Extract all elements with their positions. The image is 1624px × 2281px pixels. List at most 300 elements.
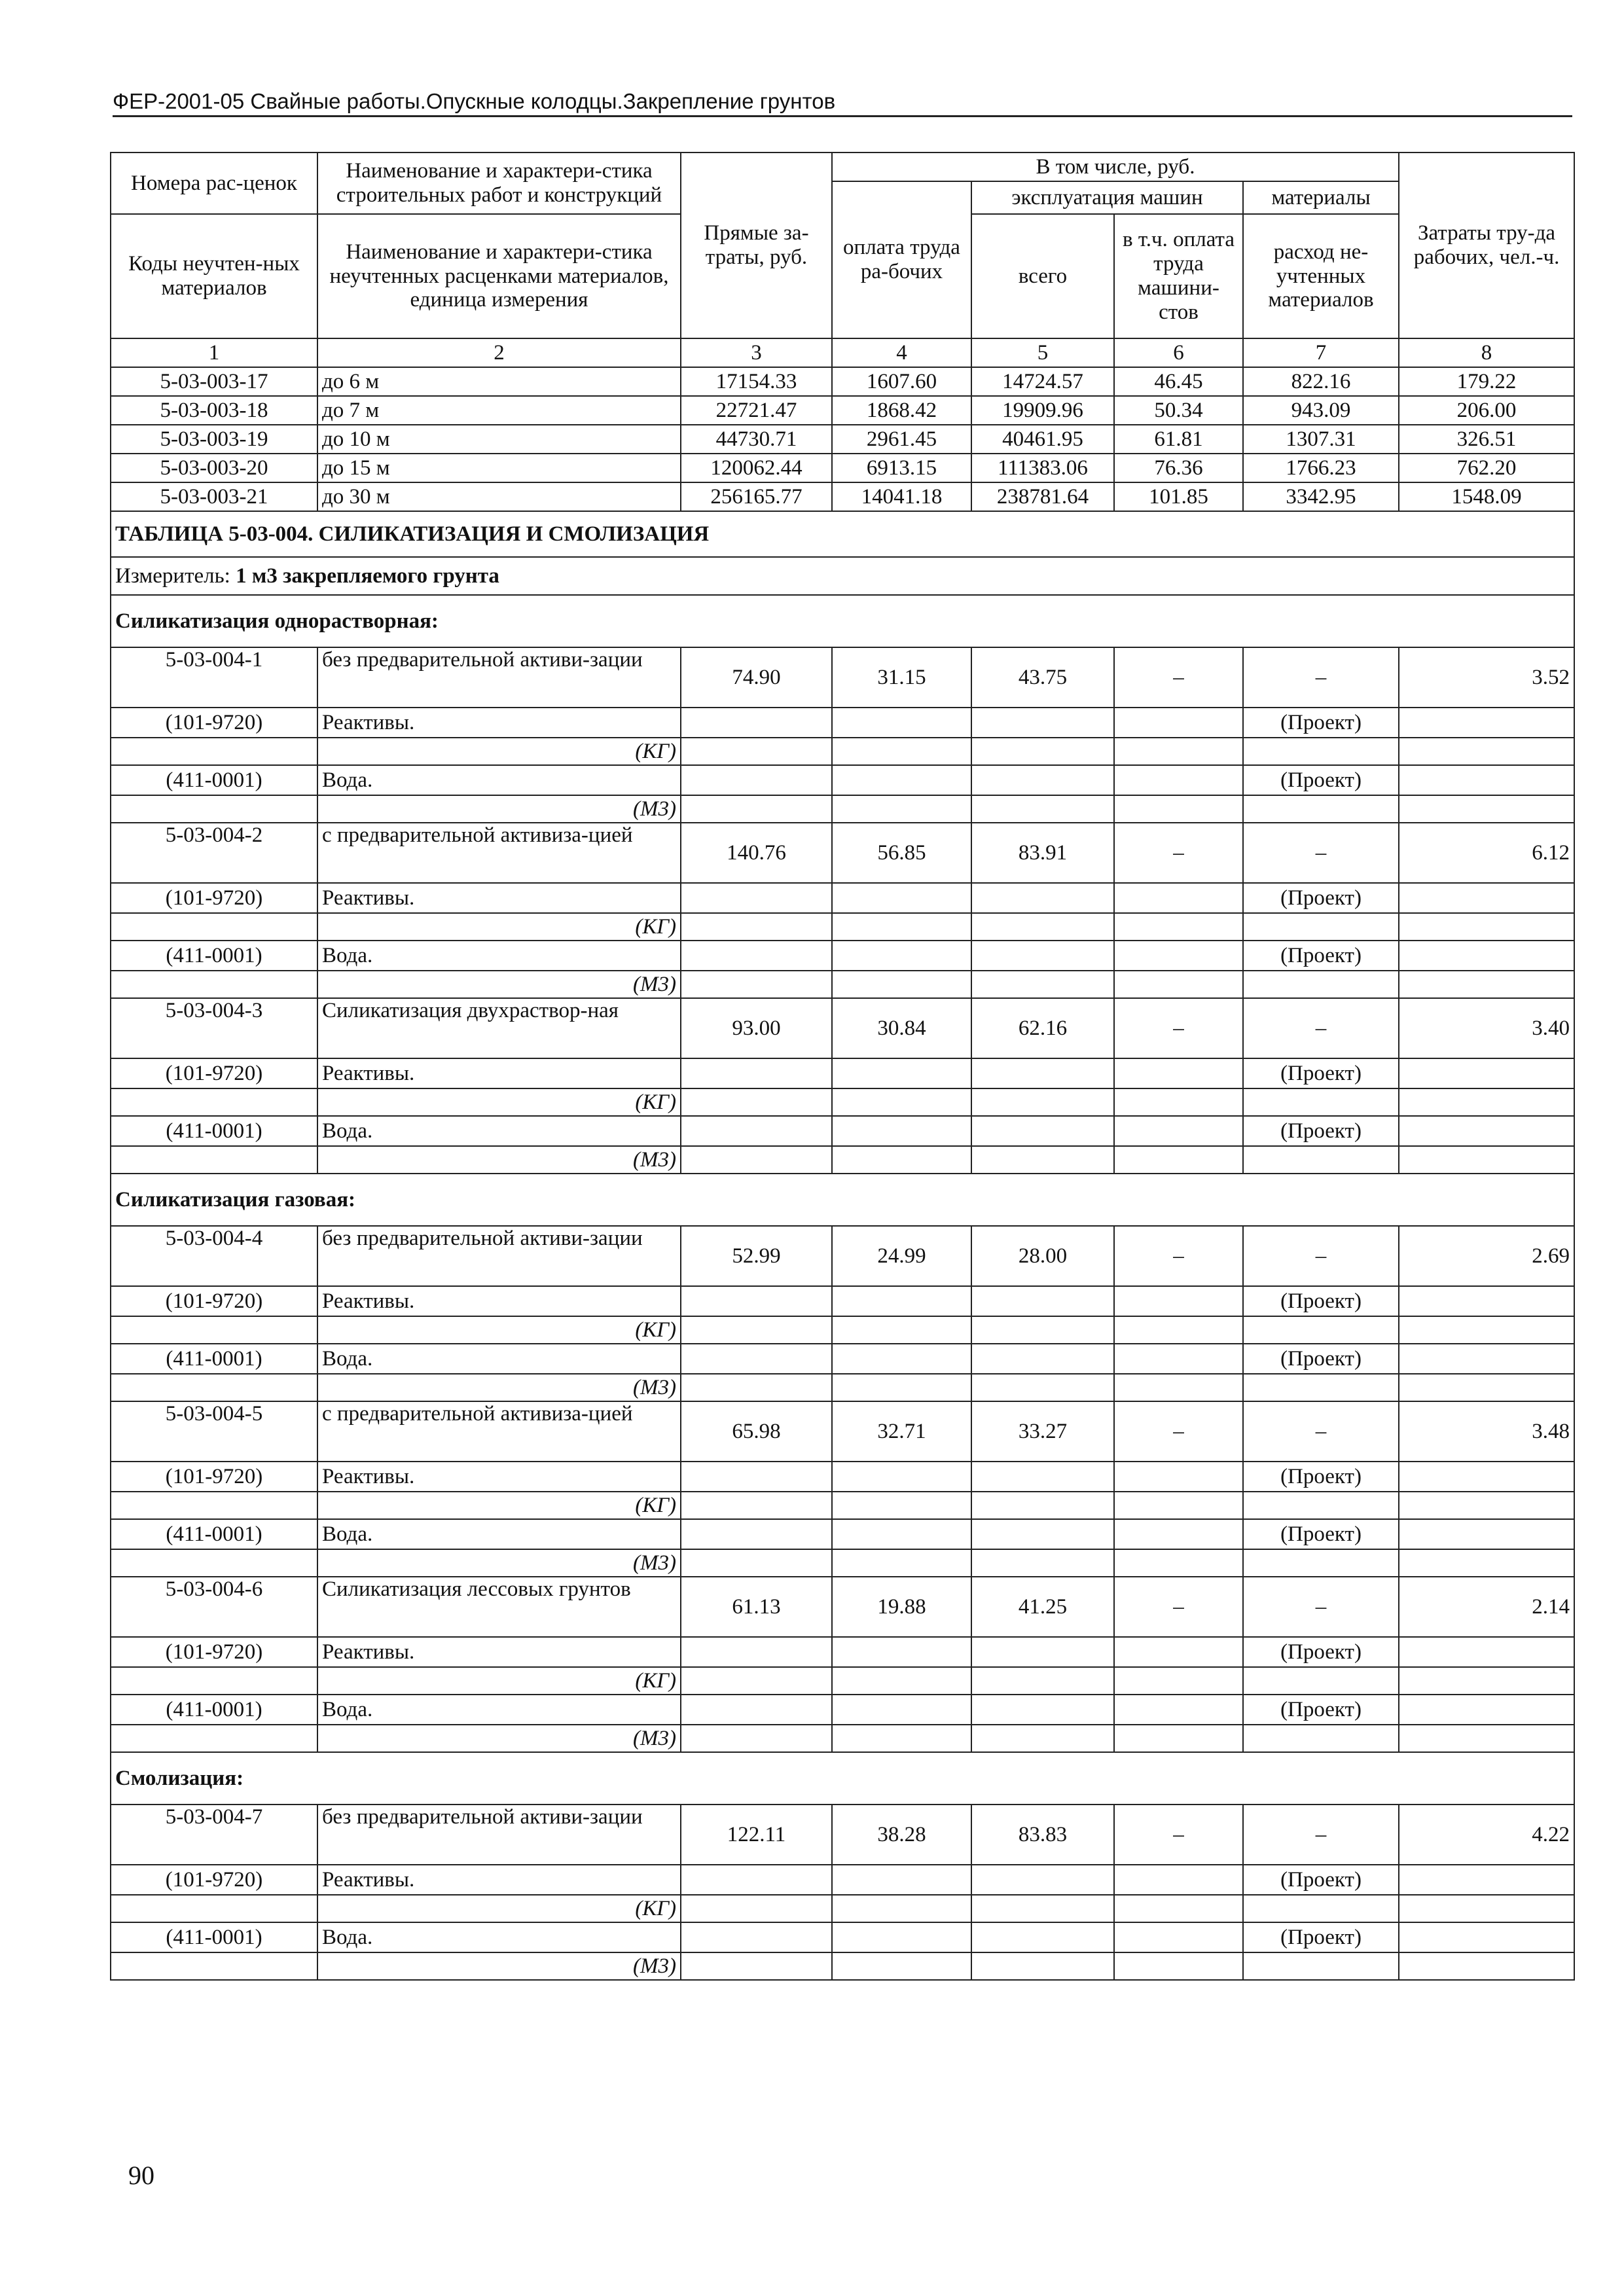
material-name: Вода. xyxy=(317,765,681,795)
empty-cell xyxy=(832,1462,971,1492)
worker-pay: 6913.15 xyxy=(832,454,971,482)
material-unit-row xyxy=(111,1725,1574,1752)
empty-cell xyxy=(111,1895,317,1922)
material-note: (Проект) xyxy=(1243,1695,1399,1725)
empty-cell xyxy=(1243,738,1399,765)
direct-costs: 140.76 xyxy=(681,823,832,883)
empty-cell xyxy=(1243,1549,1399,1577)
material-name: Реактивы. xyxy=(317,1462,681,1492)
empty-cell xyxy=(111,971,317,998)
direct-costs: 22721.47 xyxy=(681,396,832,425)
empty-cell xyxy=(681,765,832,795)
empty-cell xyxy=(832,1549,971,1577)
machines-total: 62.16 xyxy=(971,998,1114,1058)
material-unit: (М3) xyxy=(317,1952,681,1980)
operators-pay: – xyxy=(1114,1805,1243,1865)
empty-cell xyxy=(1399,1725,1574,1752)
material-name: Реактивы. xyxy=(317,708,681,738)
rate-code: 5-03-003-19 xyxy=(111,425,317,454)
empty-cell xyxy=(681,1058,832,1088)
empty-cell xyxy=(1114,738,1243,765)
machines-total: 238781.64 xyxy=(971,482,1114,511)
empty-cell xyxy=(1114,1952,1243,1980)
empty-cell xyxy=(1399,913,1574,941)
operators-pay: – xyxy=(1114,1401,1243,1462)
empty-cell xyxy=(681,1146,832,1174)
empty-cell xyxy=(1243,1146,1399,1174)
empty-cell xyxy=(832,883,971,913)
material-code: (101-9720) xyxy=(111,883,317,913)
material-row xyxy=(111,883,1574,913)
material-code: (411-0001) xyxy=(111,1695,317,1725)
operators-pay: – xyxy=(1114,647,1243,708)
material-unit-row xyxy=(111,1549,1574,1577)
labor-hours: 206.00 xyxy=(1399,396,1574,425)
empty-cell xyxy=(681,883,832,913)
empty-cell xyxy=(971,1922,1114,1952)
machines-total: 83.91 xyxy=(971,823,1114,883)
empty-cell xyxy=(1243,1952,1399,1980)
machines-total: 33.27 xyxy=(971,1401,1114,1462)
empty-cell xyxy=(1243,1088,1399,1116)
work-name: без предварительной активи-зации xyxy=(317,1805,681,1865)
header-material-name: Наименование и характери-стика неучтенных расценками материалов, единица измерения xyxy=(317,214,681,338)
table-row xyxy=(111,482,1574,511)
empty-cell xyxy=(1114,1637,1243,1667)
empty-cell xyxy=(1114,1344,1243,1374)
material-unit-row xyxy=(111,971,1574,998)
operators-pay: – xyxy=(1114,998,1243,1058)
empty-cell xyxy=(832,1865,971,1895)
empty-cell xyxy=(681,1492,832,1519)
worker-pay: 38.28 xyxy=(832,1805,971,1865)
material-code: (101-9720) xyxy=(111,1058,317,1088)
material-unit-row xyxy=(111,913,1574,941)
header-operators-pay: в т.ч. оплата труда машини-стов xyxy=(1114,214,1243,338)
material-code: (411-0001) xyxy=(111,941,317,971)
empty-cell xyxy=(1399,1922,1574,1952)
empty-cell xyxy=(1399,883,1574,913)
material-note: (Проект) xyxy=(1243,941,1399,971)
worker-pay: 1607.60 xyxy=(832,367,971,396)
material-row xyxy=(111,708,1574,738)
header-machines-total: всего xyxy=(971,214,1114,338)
work-name: Силикатизация двухраствор-ная xyxy=(317,998,681,1058)
measure-label: Измеритель: xyxy=(115,564,236,588)
header-material-codes: Коды неучтен-ных материалов xyxy=(111,214,317,338)
worker-pay: 24.99 xyxy=(832,1226,971,1286)
empty-cell xyxy=(832,1286,971,1316)
operators-pay: 61.81 xyxy=(1114,425,1243,454)
empty-cell xyxy=(1114,1286,1243,1316)
column-index: 2 xyxy=(317,338,681,367)
empty-cell xyxy=(832,1695,971,1725)
empty-cell xyxy=(1399,765,1574,795)
material-note: (Проект) xyxy=(1243,1462,1399,1492)
empty-cell xyxy=(832,1667,971,1695)
material-note: (Проект) xyxy=(1243,1519,1399,1549)
column-index: 3 xyxy=(681,338,832,367)
rate-code: 5-03-003-20 xyxy=(111,454,317,482)
machines-total: 40461.95 xyxy=(971,425,1114,454)
unaccounted-materials: 943.09 xyxy=(1243,396,1399,425)
empty-cell xyxy=(1114,1549,1243,1577)
material-name: Вода. xyxy=(317,1695,681,1725)
material-note: (Проект) xyxy=(1243,1116,1399,1146)
material-name: Реактивы. xyxy=(317,1865,681,1895)
work-name: с предварительной активиза-цией xyxy=(317,1401,681,1462)
section-title-row xyxy=(111,1174,1574,1226)
empty-cell xyxy=(971,971,1114,998)
material-unit-row xyxy=(111,1895,1574,1922)
empty-cell xyxy=(111,795,317,823)
empty-cell xyxy=(1114,1667,1243,1695)
empty-cell xyxy=(832,1116,971,1146)
unaccounted-materials: – xyxy=(1243,1226,1399,1286)
empty-cell xyxy=(971,1667,1114,1695)
material-row xyxy=(111,765,1574,795)
empty-cell xyxy=(1399,1667,1574,1695)
table-row xyxy=(111,425,1574,454)
empty-cell xyxy=(1399,1695,1574,1725)
material-unit: (КГ) xyxy=(317,1895,681,1922)
empty-cell xyxy=(971,738,1114,765)
empty-cell xyxy=(832,1058,971,1088)
work-name: до 30 м xyxy=(317,482,681,511)
machines-total: 28.00 xyxy=(971,1226,1114,1286)
table-title-row xyxy=(111,511,1574,557)
empty-cell xyxy=(1399,1895,1574,1922)
empty-cell xyxy=(832,1492,971,1519)
material-note: (Проект) xyxy=(1243,1865,1399,1895)
unaccounted-materials: 1307.31 xyxy=(1243,425,1399,454)
machines-total: 83.83 xyxy=(971,1805,1114,1865)
empty-cell xyxy=(111,1316,317,1344)
table-row xyxy=(111,454,1574,482)
empty-cell xyxy=(681,1316,832,1344)
table-row xyxy=(111,1226,1574,1286)
empty-cell xyxy=(681,1895,832,1922)
table-row xyxy=(111,647,1574,708)
empty-cell xyxy=(971,1344,1114,1374)
table-row xyxy=(111,1577,1574,1637)
material-name: Вода. xyxy=(317,1344,681,1374)
material-unit-row xyxy=(111,738,1574,765)
material-note: (Проект) xyxy=(1243,1344,1399,1374)
section-title-row xyxy=(111,595,1574,647)
empty-cell xyxy=(681,1116,832,1146)
material-note: (Проект) xyxy=(1243,883,1399,913)
empty-cell xyxy=(1114,1462,1243,1492)
empty-cell xyxy=(1399,1316,1574,1344)
material-unit: (КГ) xyxy=(317,1667,681,1695)
material-code: (101-9720) xyxy=(111,1462,317,1492)
table-row xyxy=(111,396,1574,425)
empty-cell xyxy=(681,971,832,998)
material-note: (Проект) xyxy=(1243,1922,1399,1952)
empty-cell xyxy=(1114,1492,1243,1519)
empty-cell xyxy=(1114,971,1243,998)
material-code: (411-0001) xyxy=(111,1116,317,1146)
empty-cell xyxy=(1399,971,1574,998)
empty-cell xyxy=(971,795,1114,823)
column-index: 7 xyxy=(1243,338,1399,367)
empty-cell xyxy=(971,765,1114,795)
material-unit: (КГ) xyxy=(317,1088,681,1116)
material-row xyxy=(111,1637,1574,1667)
material-unit: (М3) xyxy=(317,971,681,998)
material-unit-row xyxy=(111,1088,1574,1116)
table-row xyxy=(111,823,1574,883)
empty-cell xyxy=(832,795,971,823)
material-code: (101-9720) xyxy=(111,1865,317,1895)
labor-hours: 3.40 xyxy=(1399,998,1574,1058)
header-machines-group: эксплуатация машин xyxy=(971,181,1243,214)
rate-code: 5-03-003-17 xyxy=(111,367,317,396)
empty-cell xyxy=(1114,1146,1243,1174)
empty-cell xyxy=(832,708,971,738)
empty-cell xyxy=(832,738,971,765)
empty-cell xyxy=(1243,1492,1399,1519)
labor-hours: 4.22 xyxy=(1399,1805,1574,1865)
rate-code: 5-03-004-7 xyxy=(111,1805,317,1865)
material-unit: (КГ) xyxy=(317,738,681,765)
direct-costs: 122.11 xyxy=(681,1805,832,1865)
machines-total: 43.75 xyxy=(971,647,1114,708)
material-unit-row xyxy=(111,1146,1574,1174)
material-name: Реактивы. xyxy=(317,1637,681,1667)
material-unit-row xyxy=(111,795,1574,823)
material-note: (Проект) xyxy=(1243,1286,1399,1316)
material-unit: (КГ) xyxy=(317,1316,681,1344)
empty-cell xyxy=(832,1344,971,1374)
empty-cell xyxy=(681,1462,832,1492)
worker-pay: 1868.42 xyxy=(832,396,971,425)
rate-code: 5-03-004-4 xyxy=(111,1226,317,1286)
empty-cell xyxy=(971,1725,1114,1752)
header-work-name: Наименование и характери-стика строительных работ и конструкций xyxy=(317,153,681,214)
empty-cell xyxy=(1243,971,1399,998)
empty-cell xyxy=(681,941,832,971)
empty-cell xyxy=(681,1667,832,1695)
material-unit: (М3) xyxy=(317,1374,681,1401)
header-including-group: В том числе, руб. xyxy=(832,153,1399,181)
empty-cell xyxy=(1399,1952,1574,1980)
empty-cell xyxy=(1399,1637,1574,1667)
empty-cell xyxy=(1243,1667,1399,1695)
material-row xyxy=(111,941,1574,971)
empty-cell xyxy=(111,1725,317,1752)
work-name: без предварительной активи-зации xyxy=(317,647,681,708)
empty-cell xyxy=(681,1725,832,1752)
worker-pay: 2961.45 xyxy=(832,425,971,454)
header-rate-numbers: Номера рас-ценок xyxy=(111,153,317,214)
empty-cell xyxy=(832,1316,971,1344)
column-index: 6 xyxy=(1114,338,1243,367)
empty-cell xyxy=(1114,1088,1243,1116)
material-unit: (М3) xyxy=(317,795,681,823)
empty-cell xyxy=(111,1492,317,1519)
header-direct-costs: Прямые за-траты, руб. xyxy=(681,153,832,338)
material-note: (Проект) xyxy=(1243,1637,1399,1667)
empty-cell xyxy=(832,1725,971,1752)
labor-hours: 3.48 xyxy=(1399,1401,1574,1462)
measure-row xyxy=(111,557,1574,595)
direct-costs: 17154.33 xyxy=(681,367,832,396)
empty-cell xyxy=(681,1637,832,1667)
empty-cell xyxy=(832,765,971,795)
empty-cell xyxy=(1114,941,1243,971)
table-row xyxy=(111,998,1574,1058)
measure-unit xyxy=(111,557,1574,595)
machines-total: 19909.96 xyxy=(971,396,1114,425)
header-labor-hours: Затраты тру-да рабочих, чел.-ч. xyxy=(1399,153,1574,338)
empty-cell xyxy=(681,738,832,765)
empty-cell xyxy=(1399,795,1574,823)
direct-costs: 256165.77 xyxy=(681,482,832,511)
operators-pay: 76.36 xyxy=(1114,454,1243,482)
empty-cell xyxy=(1399,738,1574,765)
direct-costs: 65.98 xyxy=(681,1401,832,1462)
empty-cell xyxy=(681,1922,832,1952)
labor-hours: 762.20 xyxy=(1399,454,1574,482)
page-number: 90 xyxy=(128,2161,154,2190)
column-index-row xyxy=(111,338,1574,367)
unaccounted-materials: – xyxy=(1243,823,1399,883)
worker-pay: 31.15 xyxy=(832,647,971,708)
section-title: Смолизация: xyxy=(111,1752,1574,1805)
material-row xyxy=(111,1116,1574,1146)
empty-cell xyxy=(1243,795,1399,823)
empty-cell xyxy=(971,1695,1114,1725)
empty-cell xyxy=(832,1374,971,1401)
unaccounted-materials: – xyxy=(1243,1805,1399,1865)
material-row xyxy=(111,1462,1574,1492)
empty-cell xyxy=(1399,1088,1574,1116)
material-row xyxy=(111,1286,1574,1316)
section-title-row xyxy=(111,1752,1574,1805)
unaccounted-materials: – xyxy=(1243,1401,1399,1462)
operators-pay: 46.45 xyxy=(1114,367,1243,396)
operators-pay: 50.34 xyxy=(1114,396,1243,425)
material-row xyxy=(111,1519,1574,1549)
material-unit-row xyxy=(111,1492,1574,1519)
empty-cell xyxy=(971,1492,1114,1519)
empty-cell xyxy=(1399,1058,1574,1088)
direct-costs: 44730.71 xyxy=(681,425,832,454)
labor-hours: 1548.09 xyxy=(1399,482,1574,511)
rates-table xyxy=(110,152,1575,1981)
table-body xyxy=(111,153,1574,1980)
empty-cell xyxy=(832,1895,971,1922)
material-unit: (М3) xyxy=(317,1549,681,1577)
empty-cell xyxy=(681,1519,832,1549)
labor-hours: 2.69 xyxy=(1399,1226,1574,1286)
material-name: Вода. xyxy=(317,1922,681,1952)
work-name: без предварительной активи-зации xyxy=(317,1226,681,1286)
material-unit-row xyxy=(111,1374,1574,1401)
empty-cell xyxy=(1399,1116,1574,1146)
material-row xyxy=(111,1058,1574,1088)
operators-pay: – xyxy=(1114,1226,1243,1286)
direct-costs: 61.13 xyxy=(681,1577,832,1637)
rate-code: 5-03-004-3 xyxy=(111,998,317,1058)
empty-cell xyxy=(681,1344,832,1374)
labor-hours: 179.22 xyxy=(1399,367,1574,396)
direct-costs: 120062.44 xyxy=(681,454,832,482)
empty-cell xyxy=(681,1374,832,1401)
table-row xyxy=(111,1805,1574,1865)
rate-code: 5-03-004-1 xyxy=(111,647,317,708)
material-unit: (М3) xyxy=(317,1725,681,1752)
empty-cell xyxy=(1114,1058,1243,1088)
empty-cell xyxy=(1399,1344,1574,1374)
machines-total: 41.25 xyxy=(971,1577,1114,1637)
worker-pay: 30.84 xyxy=(832,998,971,1058)
empty-cell xyxy=(971,1519,1114,1549)
material-code: (101-9720) xyxy=(111,1637,317,1667)
empty-cell xyxy=(1399,708,1574,738)
material-unit: (КГ) xyxy=(317,913,681,941)
empty-cell xyxy=(681,795,832,823)
empty-cell xyxy=(1243,1316,1399,1344)
operators-pay: – xyxy=(1114,1577,1243,1637)
material-note: (Проект) xyxy=(1243,765,1399,795)
column-index: 8 xyxy=(1399,338,1574,367)
material-row xyxy=(111,1695,1574,1725)
empty-cell xyxy=(1114,913,1243,941)
unaccounted-materials: 1766.23 xyxy=(1243,454,1399,482)
empty-cell xyxy=(681,913,832,941)
empty-cell xyxy=(1399,1374,1574,1401)
column-index: 5 xyxy=(971,338,1114,367)
operators-pay: – xyxy=(1114,823,1243,883)
section-title: Силикатизация однорастворная: xyxy=(111,595,1574,647)
material-row xyxy=(111,1865,1574,1895)
direct-costs: 93.00 xyxy=(681,998,832,1058)
empty-cell xyxy=(971,1286,1114,1316)
empty-cell xyxy=(1399,1865,1574,1895)
unaccounted-materials: 822.16 xyxy=(1243,367,1399,396)
labor-hours: 3.52 xyxy=(1399,647,1574,708)
material-code: (411-0001) xyxy=(111,765,317,795)
table-row xyxy=(111,367,1574,396)
page-header: ФЕР-2001-05 Свайные работы.Опускные колодцы.Закрепление грунтов xyxy=(113,89,1572,117)
empty-cell xyxy=(1114,708,1243,738)
material-code: (101-9720) xyxy=(111,1286,317,1316)
direct-costs: 52.99 xyxy=(681,1226,832,1286)
material-unit-row xyxy=(111,1667,1574,1695)
empty-cell xyxy=(681,1549,832,1577)
material-code: (411-0001) xyxy=(111,1344,317,1374)
rate-code: 5-03-004-6 xyxy=(111,1577,317,1637)
empty-cell xyxy=(681,1286,832,1316)
material-code: (101-9720) xyxy=(111,708,317,738)
empty-cell xyxy=(1399,1492,1574,1519)
column-index: 4 xyxy=(832,338,971,367)
empty-cell xyxy=(971,941,1114,971)
empty-cell xyxy=(1114,1116,1243,1146)
empty-cell xyxy=(971,1549,1114,1577)
empty-cell xyxy=(971,1865,1114,1895)
empty-cell xyxy=(832,941,971,971)
empty-cell xyxy=(832,1952,971,1980)
work-name: с предварительной активиза-цией xyxy=(317,823,681,883)
machines-total: 14724.57 xyxy=(971,367,1114,396)
rate-code: 5-03-003-18 xyxy=(111,396,317,425)
empty-cell xyxy=(1114,1374,1243,1401)
table-title: ТАБЛИЦА 5-03-004. СИЛИКАТИЗАЦИЯ И СМОЛИЗАЦИЯ xyxy=(111,511,1574,557)
